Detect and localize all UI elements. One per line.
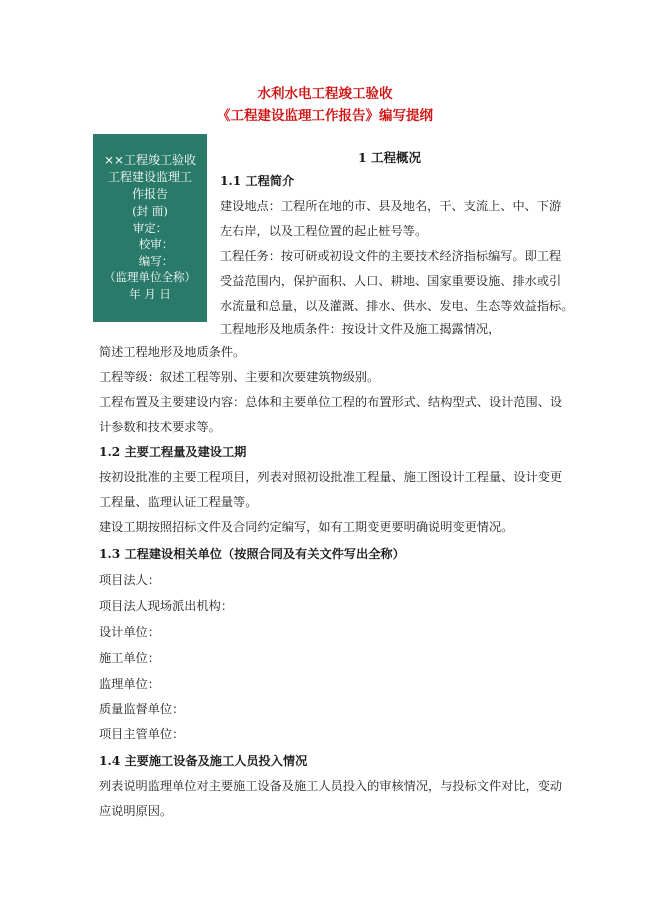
cover-line-cover: (封 面) [132, 204, 168, 218]
cover-line-review: 校审： [138, 237, 174, 252]
paragraph-line: 建设地点：工程所在地的市、县及地名，干、支流上、中、下游 [220, 199, 562, 213]
paragraph-line: 建设工期按照招标文件及合同约定编写，如有工期变更要明确说明变更情况。 [99, 520, 514, 534]
cover-line-report-1: 工程建设监理工 [107, 170, 192, 184]
section-heading-1-1: 1.1 工程简介 [220, 174, 295, 188]
unit-line-construction: 施工单位： [99, 651, 160, 665]
cover-line-approve: 审定： [132, 220, 168, 235]
cover-line-author: 编写： [138, 253, 174, 268]
paragraph-line: 左右岸，以及工程位置的起止桩号等。 [220, 224, 428, 238]
unit-line-authority: 项目主管单位： [99, 727, 185, 741]
paragraph-line: 工程地形及地质条件：按设计文件及施工揭露情况， [220, 322, 501, 336]
document-title-line1: 水利水电工程竣工验收 [257, 86, 393, 102]
paragraph-line: 工程等级：叙述工程等别、主要和次要建筑物级别。 [99, 370, 380, 384]
unit-line-quality: 质量监督单位： [99, 702, 185, 716]
unit-line-owner-field-office: 项目法人现场派出机构： [99, 599, 234, 613]
section-heading-1-4: 1.4 主要施工设备及施工人员投入情况 [99, 754, 308, 768]
unit-line-supervision: 监理单位： [99, 677, 160, 691]
chapter-heading: 1 工程概况 [358, 150, 422, 165]
document-title-line2: 《工程建设监理工作报告》编写提纲 [217, 108, 433, 124]
cover-line-unit: （监理单位全称） [104, 270, 196, 285]
unit-line-project-owner: 项目法人： [99, 573, 160, 587]
paragraph-line: 水流量和总量，以及灌溉、排水、供水、发电、生态等效益指标。 [220, 299, 574, 313]
section-heading-1-2: 1.2 主要工程量及建设工期 [99, 445, 247, 459]
paragraph-line: 工程量、监理认证工程量等。 [99, 495, 258, 509]
cover-line-date: 年 月 日 [129, 286, 171, 301]
paragraph-line: 简述工程地形及地质条件。 [99, 345, 246, 359]
paragraph-line: 工程布置及主要建设内容：总体和主要单位工程的布置形式、结构型式、设计范围、设 [99, 395, 563, 409]
paragraph-line: 受益范围内，保护面积、人口、耕地、国家重要设施、排水或引 [220, 274, 562, 288]
section-heading-1-3: 1.3 工程建设相关单位（按照合同及有关文件写出全称） [99, 547, 405, 561]
cover-line-project: ××工程竣工验收 [103, 153, 197, 167]
cover-line-report-2: 作报告 [131, 187, 168, 201]
cover-box [93, 134, 207, 322]
unit-line-design: 设计单位： [99, 625, 160, 639]
paragraph-line: 按初设批准的主要工程项目，列表对照初设批准工程量、施工图设计工程量、设计变更 [99, 470, 563, 484]
paragraph-line: 列表说明监理单位对主要施工设备及施工人员投入的审核情况，与投标文件对比，变动 [99, 779, 563, 793]
paragraph-line: 计参数和技术要求等。 [99, 420, 221, 434]
paragraph-line: 工程任务：按可研或初设文件的主要技术经济指标编写。即工程 [220, 249, 562, 263]
paragraph-line: 应说明原因。 [99, 804, 173, 818]
